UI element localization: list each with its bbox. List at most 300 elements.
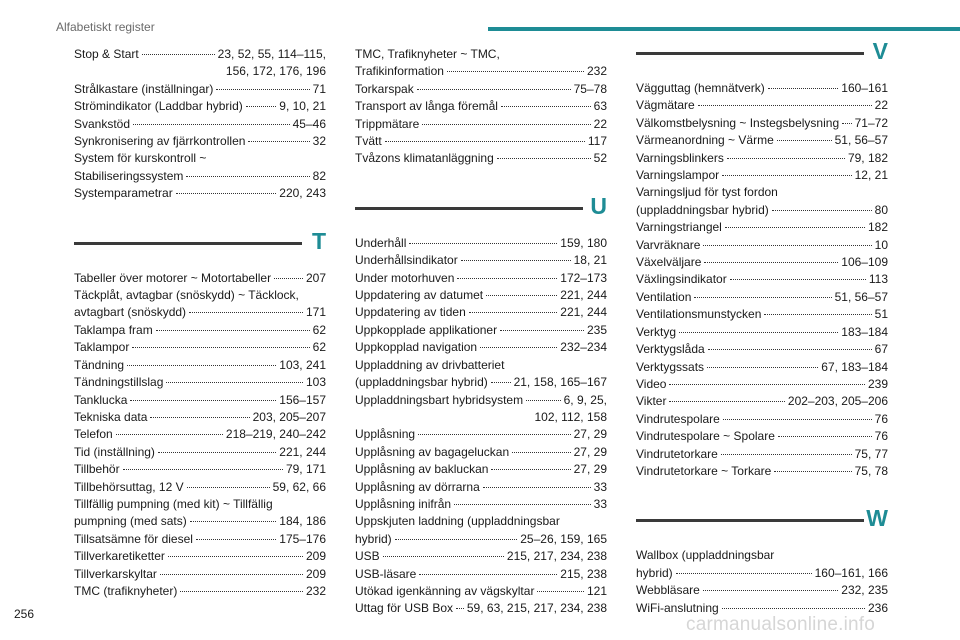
entry-pages: 51 (874, 307, 888, 322)
index-entry (74, 496, 326, 531)
entry-pages: 63 (593, 99, 607, 114)
entry-pages: 59, 63, 215, 217, 234, 238 (466, 601, 607, 616)
entry-row (74, 461, 326, 478)
entry-label: Strömindikator (Laddbar hybrid) (74, 99, 243, 114)
index-entry (636, 341, 888, 358)
entry-label: Tillbehörsuttag, 12 V (74, 479, 184, 494)
index-entry (74, 444, 326, 461)
entry-row (636, 565, 888, 582)
entry-row (636, 289, 888, 306)
dot-leader (774, 471, 851, 472)
index-entry (355, 566, 607, 583)
entry-row (636, 341, 888, 358)
dot-leader (501, 106, 591, 107)
index-entry (636, 393, 888, 410)
entry-row (355, 600, 607, 617)
dot-leader (186, 176, 309, 177)
entry-row (636, 376, 888, 393)
entry-row (74, 374, 326, 391)
entry-label: Uttag för USB Box (355, 601, 454, 616)
entry-label: Upplåsning av dörrarna (355, 479, 480, 494)
section-letter: U (590, 192, 607, 219)
dot-leader (777, 140, 832, 141)
index-entry (355, 287, 607, 304)
entry-label: Systemparametrar (74, 186, 173, 201)
entry-label: Taklampor (74, 340, 130, 355)
dot-leader (469, 312, 558, 313)
index-entry (636, 271, 888, 288)
entry-row (74, 548, 326, 565)
entry-pages: 62 (312, 340, 326, 355)
entry-label: Vindrutespolare (636, 411, 720, 426)
index-entry (636, 463, 888, 480)
entry-row (355, 235, 607, 252)
index-entry (74, 531, 326, 548)
index-entry (636, 582, 888, 599)
entry-pages: 71 (312, 81, 326, 96)
entry-row (636, 582, 888, 599)
entry-row (355, 461, 607, 478)
dot-leader (486, 295, 557, 296)
entry-pages: 156–157 (279, 392, 326, 407)
entry-pages: 121 (586, 583, 607, 598)
index-entry (355, 513, 607, 548)
index-entry (636, 359, 888, 376)
index-section (74, 227, 326, 601)
dot-leader (123, 469, 283, 470)
entry-label: System för kurskontroll ~ (74, 151, 207, 166)
entry-row (74, 479, 326, 496)
index-entry (74, 270, 326, 287)
dot-leader (703, 590, 838, 591)
dot-leader (491, 469, 570, 470)
entry-label: Växlingsindikator (636, 272, 727, 287)
entry-pages: 221, 244 (279, 444, 326, 459)
dot-leader (483, 487, 591, 488)
entry-pages: 33 (593, 496, 607, 511)
entry-label: Varningsblinkers (636, 150, 724, 165)
entry-row (355, 322, 607, 339)
entry-label: WiFi-anslutning (636, 600, 719, 615)
dot-leader (669, 401, 784, 402)
entry-pages: 27, 29 (573, 462, 607, 477)
dot-leader (166, 382, 303, 383)
dot-leader (133, 124, 290, 125)
entry-pages: 52 (593, 151, 607, 166)
entry-pages: 232, 235 (841, 583, 888, 598)
entry-label: Upplåsning inifrån (355, 496, 452, 511)
entry-label: Vägguttag (hemnätverk) (636, 81, 765, 95)
entry-label: Verktygslåda (636, 342, 705, 357)
dot-leader (190, 521, 277, 522)
entry-label: Svankstöd (74, 116, 131, 131)
index-entry (355, 322, 607, 339)
dot-leader (480, 347, 557, 348)
entry-pages: 76 (874, 429, 888, 444)
dot-leader (422, 124, 590, 125)
entry-row (355, 426, 607, 443)
index-entry (74, 479, 326, 496)
entry-label: Vägmätare (636, 98, 695, 113)
dot-leader (130, 400, 276, 401)
index-entry (636, 219, 888, 236)
index-entry (636, 97, 888, 114)
index-section (636, 38, 888, 480)
entry-label: Välkomstbelysning ~ Instegsbelysning (636, 115, 840, 130)
section-letter: T (311, 227, 326, 254)
entry-label: (uppladdningsbar hybrid) (355, 375, 488, 390)
entry-label: Varningstriangel (636, 220, 722, 235)
index-entry (355, 426, 607, 443)
dot-leader (127, 365, 276, 366)
section-heading (636, 505, 888, 547)
entry-label: Växelväljare (636, 255, 702, 270)
dot-leader (454, 504, 591, 505)
entry-row (355, 444, 607, 461)
entry-pages: 203, 205–207 (252, 409, 326, 424)
entry-pages: 239 (867, 376, 888, 391)
entry-pages: 51, 56–57 (834, 133, 888, 148)
dot-leader (187, 487, 270, 488)
index-entry (355, 392, 607, 427)
entry-pages: 59, 62, 66 (272, 479, 326, 494)
entry-label: Strålkastare (inställningar) (74, 81, 214, 96)
entry-pages: 80 (874, 202, 888, 217)
header-title: Alfabetiskt register (56, 20, 155, 34)
entry-pages: 207 (305, 270, 326, 285)
entry-label: Underhåll (355, 235, 407, 250)
entry-pages: 215, 238 (560, 566, 607, 581)
entry-label: Vindrutetorkare (636, 446, 718, 461)
index-entry (355, 98, 607, 115)
index-entry (74, 339, 326, 356)
entry-pages: 209 (305, 566, 326, 581)
entry-pages: 18, 21 (573, 253, 607, 268)
dot-leader (274, 278, 303, 279)
entry-label: Tid (inställning) (74, 444, 155, 459)
index-entry (355, 479, 607, 496)
dot-leader (158, 452, 276, 453)
header-accent-bar (488, 27, 960, 31)
entry-label: Trafikinformation (355, 64, 444, 79)
entry-label: pumpning (med sats) (74, 514, 187, 529)
dot-leader (708, 349, 872, 350)
entry-label: Trippmätare (355, 116, 420, 131)
entry-row (355, 116, 607, 133)
index-entry (74, 185, 326, 202)
dot-leader (189, 312, 303, 313)
entry-row (636, 324, 888, 341)
dot-leader (730, 279, 866, 280)
entry-row (74, 98, 326, 115)
dot-leader (248, 141, 309, 142)
index-entry (636, 446, 888, 463)
entry-label: USB-läsare (355, 566, 417, 581)
entry-label: Stabiliseringssystem (74, 168, 184, 183)
index-entry (355, 357, 607, 392)
entry-label: Tillsatsämne för diesel (74, 531, 193, 546)
dot-leader (704, 262, 838, 263)
dot-leader (707, 367, 818, 368)
index-entry (355, 116, 607, 133)
entry-label: Vindrutetorkare ~ Torkare (636, 463, 772, 478)
entry-row (74, 392, 326, 409)
index-entry (636, 411, 888, 428)
entry-label: Telefon (74, 427, 113, 442)
entry-row (355, 479, 607, 496)
index-entry (636, 324, 888, 341)
entry-pages: 236 (867, 600, 888, 615)
entry-pages: 160–161, 166 (814, 565, 888, 580)
entry-pages: 232 (586, 64, 607, 79)
dot-leader (778, 436, 872, 437)
entry-label: Torkarspak (355, 81, 414, 96)
index-entry (74, 583, 326, 600)
index-entry (636, 167, 888, 184)
entry-label: Utökad igenkänning av vägskyltar (355, 583, 535, 598)
entry-row (355, 81, 607, 98)
dot-leader (722, 608, 865, 609)
entry-row (636, 446, 888, 463)
entry-row (74, 304, 326, 321)
entry-pages: 75, 78 (854, 463, 888, 478)
entry-pages: 71–72 (854, 115, 888, 130)
index-column-1 (74, 46, 326, 600)
entry-label: Uppdatering av datumet (355, 288, 484, 303)
entry-row (74, 322, 326, 339)
entry-label: Ventilation (636, 289, 692, 304)
entry-pages: 202–203, 205–206 (787, 394, 888, 409)
entry-row (636, 359, 888, 376)
entry-pages: 221, 244 (560, 305, 607, 320)
dot-leader (409, 243, 557, 244)
entry-row (355, 566, 607, 583)
entry-pages: 22 (874, 98, 888, 113)
entry-row (74, 116, 326, 133)
dot-leader (156, 330, 310, 331)
entry-pages: 67, 183–184 (821, 359, 888, 374)
dot-leader (417, 89, 571, 90)
dot-leader (768, 88, 839, 89)
entry-pages: 182 (867, 220, 888, 235)
index-entry (74, 374, 326, 391)
index-entry (355, 548, 607, 565)
entry-row (636, 97, 888, 114)
entry-pages: 23, 52, 55, 114–115, (217, 47, 326, 61)
entry-label: Tillverkarskyltar (74, 566, 157, 581)
entry-label: hybrid) (355, 531, 392, 546)
index-entry (636, 115, 888, 132)
entry-pages: 76 (874, 411, 888, 426)
entry-label: Under motorhuven (355, 270, 455, 285)
dot-leader (772, 210, 872, 211)
entry-row (355, 374, 607, 391)
entry-pages: 215, 217, 234, 238 (506, 549, 607, 564)
entry-pages: 221, 244 (560, 288, 607, 303)
dot-leader (497, 158, 591, 159)
entry-label: Tändningstillslag (74, 375, 164, 390)
entry-label: Verktyg (636, 324, 677, 339)
index-entry (636, 306, 888, 323)
dot-leader (196, 539, 276, 540)
dot-leader (385, 141, 585, 142)
entry-row (636, 411, 888, 428)
dot-leader (703, 245, 871, 246)
dot-leader (142, 54, 215, 55)
index-entry (74, 392, 326, 409)
entry-row (636, 428, 888, 445)
entry-label: Webbläsare (636, 583, 700, 598)
entry-pages: 75–78 (573, 81, 607, 96)
entry-label: Tillfällig pumpning (med kit) ~ Tillfällig (74, 496, 273, 511)
entry-label: Synkronisering av fjärrkontrollen (74, 134, 246, 149)
entry-label: Vikter (636, 394, 667, 409)
entry-label: Tekniska data (74, 409, 148, 424)
index-entry (74, 46, 326, 81)
index-section (74, 46, 326, 203)
entry-row (355, 392, 607, 409)
entry-pages: 232–234 (560, 340, 607, 355)
entry-row (355, 63, 607, 80)
index-entry (636, 289, 888, 306)
entry-label: (uppladdningsbar hybrid) (636, 202, 769, 217)
entry-label: Tändning (74, 357, 125, 372)
dot-leader (676, 573, 812, 574)
index-entry (355, 270, 607, 287)
entry-row (355, 252, 607, 269)
dot-leader (447, 71, 584, 72)
dot-leader (842, 123, 852, 124)
entry-row (636, 463, 888, 480)
entry-label: USB (355, 549, 380, 564)
dot-leader (679, 332, 838, 333)
entry-label: Uppskjuten laddning (uppladdningsbar (355, 514, 560, 529)
entry-label: avtagbart (snöskydd) (74, 305, 187, 320)
index-entry (636, 80, 888, 97)
index-entry (74, 81, 326, 98)
entry-label: Uppdatering av tiden (355, 305, 466, 320)
entry-label: Upplåsning (355, 427, 416, 442)
entry-row (355, 287, 607, 304)
entry-label: Täckplåt, avtagbar (snöskydd) ~ Täcklock, (74, 288, 299, 303)
index-entry (636, 184, 888, 219)
entry-row (355, 339, 607, 356)
entry-row (355, 133, 607, 150)
entry-pages: 9, 10, 21 (279, 99, 326, 114)
dot-leader (725, 227, 865, 228)
entry-row (636, 219, 888, 236)
section-letter: V (872, 38, 888, 64)
index-column-2 (355, 46, 607, 618)
entry-row (74, 566, 326, 583)
dot-leader (395, 539, 518, 540)
dot-leader (246, 106, 277, 107)
entry-row (636, 306, 888, 323)
section-letter: W (866, 505, 888, 532)
entry-label: Underhållsindikator (355, 253, 458, 268)
index-entry (355, 600, 607, 617)
entry-row (636, 237, 888, 254)
entry-row (636, 80, 888, 97)
index-entry (636, 237, 888, 254)
index-entry (74, 322, 326, 339)
page-number: 256 (14, 607, 35, 621)
entry-pages: 6, 9, 25, (563, 392, 607, 407)
entry-pages: 184, 186 (279, 514, 326, 529)
entry-pages: 27, 29 (573, 444, 607, 459)
entry-row (74, 185, 326, 202)
entry-pages: 79, 182 (847, 150, 888, 165)
section-rule (636, 52, 864, 55)
entry-row (74, 46, 326, 63)
entry-label: Transport av långa föremål (355, 99, 498, 114)
index-entry (74, 133, 326, 150)
entry-row (74, 168, 326, 185)
dot-leader (722, 175, 851, 176)
entry-pages: 172–173 (560, 270, 607, 285)
index-entry (74, 548, 326, 565)
dot-leader (721, 454, 852, 455)
dot-leader (216, 89, 309, 90)
watermark: carmanualsonline.info (686, 614, 876, 635)
entry-label: Upplåsning av bagageluckan (355, 444, 510, 459)
dot-leader (500, 330, 584, 331)
entry-label: Tvåzons klimatanläggning (355, 151, 494, 166)
index-entry (355, 461, 607, 478)
entry-label: Tabeller över motorer ~ Motortabeller (74, 270, 272, 285)
entry-row (355, 496, 607, 513)
index-entry (636, 547, 888, 582)
entry-pages-continued: 156, 172, 176, 196 (225, 64, 326, 79)
section-rule (636, 519, 864, 522)
section-rule (74, 242, 302, 245)
dot-leader (132, 347, 309, 348)
section-heading (355, 192, 607, 235)
entry-row (74, 81, 326, 98)
entry-label: Tillverkaretiketter (74, 549, 165, 564)
index-entry (355, 81, 607, 98)
section-heading (636, 38, 888, 80)
dot-leader (669, 384, 864, 385)
entry-row (355, 548, 607, 565)
index-entry (355, 304, 607, 321)
entry-pages: 75, 77 (854, 446, 888, 461)
index-column-3 (636, 38, 888, 617)
index-entry (355, 583, 607, 600)
entry-pages: 103 (305, 375, 326, 390)
dot-leader (418, 434, 571, 435)
index-entry (355, 444, 607, 461)
entry-pages: 220, 243 (279, 186, 326, 201)
dot-leader (168, 556, 303, 557)
entry-row (355, 304, 607, 321)
entry-row (636, 254, 888, 271)
index-entry (74, 357, 326, 374)
entry-row (355, 583, 607, 600)
entry-row (74, 357, 326, 374)
index-entry (74, 566, 326, 583)
entry-row (74, 444, 326, 461)
dot-leader (116, 434, 223, 435)
dot-leader (160, 574, 303, 575)
index-entry (355, 252, 607, 269)
entry-pages: 209 (305, 549, 326, 564)
entry-row (355, 270, 607, 287)
index-entry (636, 376, 888, 393)
index-entry (74, 98, 326, 115)
entry-pages: 218–219, 240–242 (225, 427, 326, 442)
entry-row (74, 409, 326, 426)
